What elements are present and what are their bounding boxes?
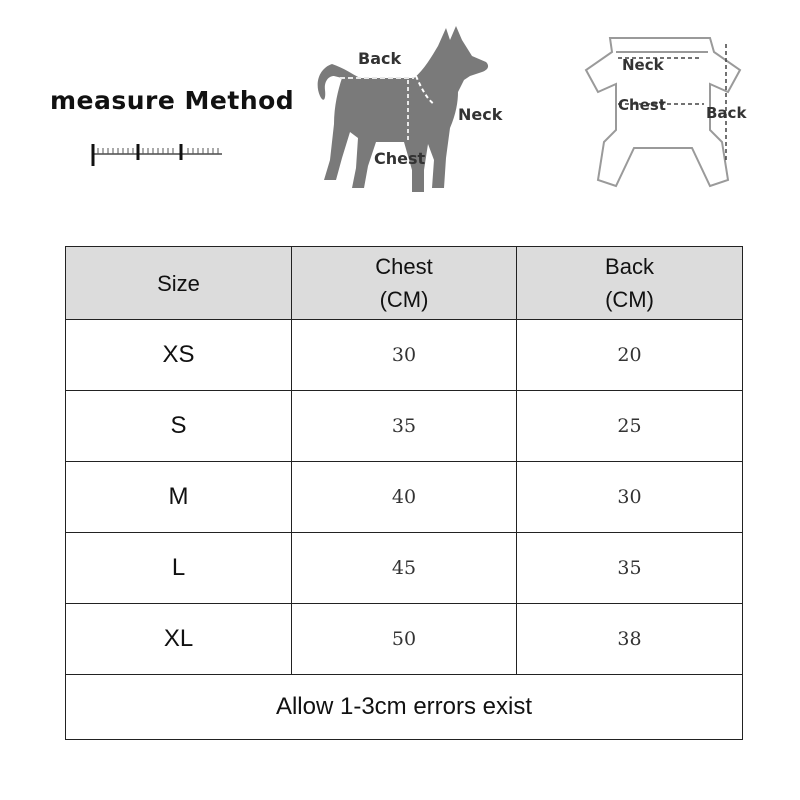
- dog-chest-label: Chest: [374, 149, 426, 168]
- size-chart-table: [65, 246, 743, 740]
- size-cell: L: [66, 533, 292, 604]
- table-note-row: [66, 675, 743, 740]
- error-tolerance-note: Allow 1-3cm errors exist: [66, 675, 743, 740]
- dog-back-label: Back: [358, 49, 402, 68]
- table-row: [66, 533, 743, 604]
- shirt-back-label: Back: [706, 104, 747, 122]
- measure-method-title: measure Method: [50, 86, 295, 115]
- shirt-chest-label: Chest: [618, 96, 666, 114]
- back-cell: 20: [517, 320, 743, 391]
- chest-cell: 40: [292, 462, 517, 533]
- chest-header-unit: (CM): [379, 287, 429, 312]
- size-cell: XS: [66, 320, 292, 391]
- shirt-neck-label: Neck: [622, 56, 664, 74]
- size-cell: M: [66, 462, 292, 533]
- shirt-measure-illustration: [560, 30, 760, 200]
- back-cell: 30: [517, 462, 743, 533]
- table-header-row: [66, 247, 743, 320]
- back-cell: 25: [517, 391, 743, 462]
- back-header-label: Back: [605, 254, 654, 279]
- table-row: [66, 320, 743, 391]
- chest-column-header: [292, 247, 517, 320]
- size-cell: XL: [66, 604, 292, 675]
- ruler-icon: [90, 140, 225, 170]
- chest-cell: 45: [292, 533, 517, 604]
- back-cell: 35: [517, 533, 743, 604]
- size-column-header: Size: [66, 247, 292, 320]
- back-column-header: [517, 247, 743, 320]
- table-row: [66, 462, 743, 533]
- chest-header-label: Chest: [375, 254, 433, 279]
- chest-cell: 50: [292, 604, 517, 675]
- back-cell: 38: [517, 604, 743, 675]
- chest-cell: 30: [292, 320, 517, 391]
- dog-neck-label: Neck: [458, 105, 503, 124]
- chest-cell: 35: [292, 391, 517, 462]
- back-header-unit: (CM): [605, 287, 654, 312]
- size-cell: S: [66, 391, 292, 462]
- table-row: [66, 391, 743, 462]
- dog-measure-illustration: [300, 20, 530, 200]
- table-row: [66, 604, 743, 675]
